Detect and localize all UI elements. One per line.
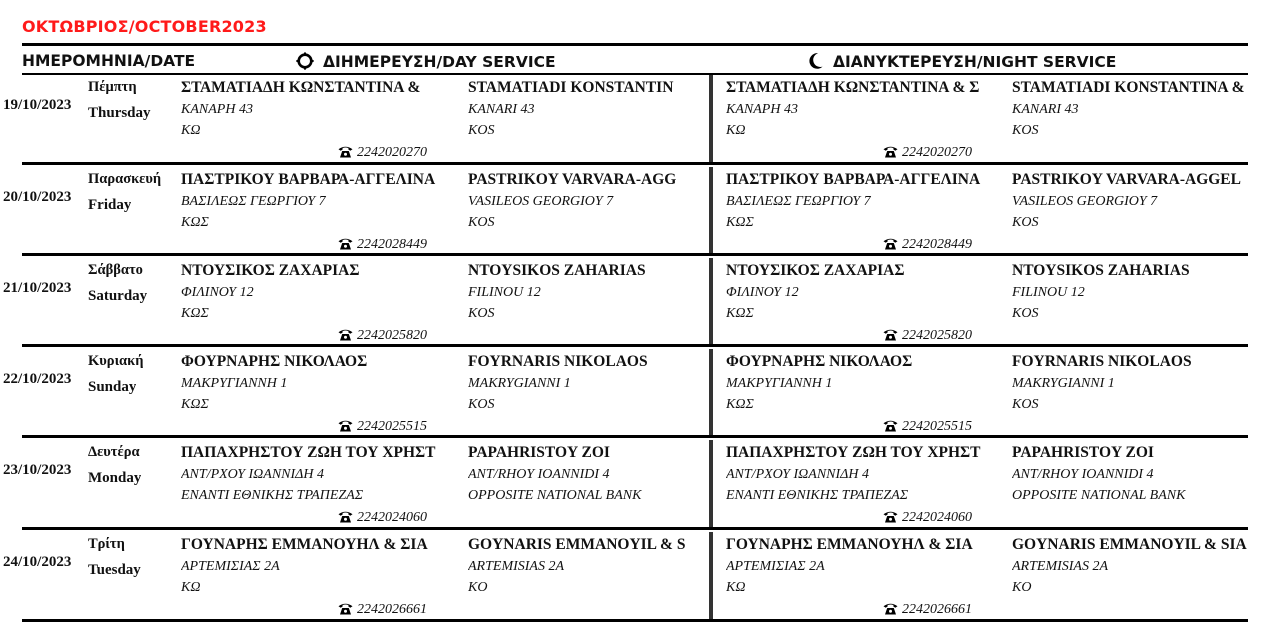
row-date: 23/10/2023 [3, 462, 72, 478]
service-divider [709, 258, 713, 346]
day-pharmacy-name-en: PASTRIKOY VARVARA-AGG [468, 171, 677, 188]
night-pharmacy-extra-gr: ΚΩΣ [726, 306, 754, 321]
day-pharmacy-phone-number: 2242025820 [357, 328, 427, 343]
day-pharmacy-phone-number: 2242024060 [357, 510, 427, 525]
row-separator [22, 253, 1248, 256]
night-pharmacy-extra-gr: ΚΩ [726, 123, 746, 138]
night-pharmacy-phone [883, 510, 972, 526]
moon-icon [808, 53, 833, 71]
night-pharmacy-extra-en: KOS [1012, 123, 1039, 138]
day-pharmacy-extra-gr: ΚΩΣ [181, 397, 209, 412]
night-pharmacy-address-en: KANARI 43 [1012, 102, 1079, 117]
day-pharmacy-address-en: VASILEOS GEORGIOY 7 [468, 194, 614, 209]
night-pharmacy-extra-gr: ΚΩΣ [726, 215, 754, 230]
day-pharmacy-name-gr: ΓΟΥΝΑΡΗΣ ΕΜΜΑΝΟΥΗΛ & ΣΙΑ [181, 536, 428, 553]
day-pharmacy-address-en: FILINOU 12 [468, 285, 541, 300]
night-pharmacy-phone-number: 2242025820 [902, 328, 972, 343]
phone-icon [338, 328, 357, 343]
phone-icon [883, 237, 902, 252]
row-day-en: Monday [88, 470, 142, 486]
night-pharmacy-name-gr: ΓΟΥΝΑΡΗΣ ΕΜΜΑΝΟΥΗΛ & ΣΙΑ [726, 536, 973, 553]
day-pharmacy-name-en: FOYRNARIS NIKOLAOS [468, 353, 648, 370]
night-pharmacy-extra-en: KOS [1012, 306, 1039, 321]
night-pharmacy-extra-gr: ΕΝΑΝΤΙ ΕΘΝΙΚΗΣ ΤΡΑΠΕΖΑΣ [726, 488, 909, 503]
row-day-en: Friday [88, 197, 132, 213]
row-separator [22, 435, 1248, 438]
night-pharmacy-address-gr: ΦΙΛΙΝΟΥ 12 [726, 285, 799, 300]
day-pharmacy-extra-en: KOS [468, 306, 495, 321]
header-date-label: ΗΜΕΡΟΜΗΝΙΑ/DATE [22, 52, 196, 70]
row-date: 20/10/2023 [3, 189, 72, 205]
day-pharmacy-phone-number: 2242025515 [357, 419, 427, 434]
row-day-gr: Πέμπτη [88, 79, 137, 95]
night-pharmacy-extra-en: KO [1012, 580, 1032, 595]
night-pharmacy-phone [883, 419, 972, 435]
night-pharmacy-name-en: GOYNARIS EMMANOYIL & SIA [1012, 536, 1247, 553]
schedule-row [0, 440, 1280, 530]
row-day-gr: Κυριακή [88, 353, 144, 369]
day-pharmacy-extra-en: KOS [468, 123, 495, 138]
night-pharmacy-phone [883, 237, 972, 253]
night-pharmacy-name-gr: ΠΑΣΤΡΙΚΟΥ ΒΑΡΒΑΡΑ-ΑΓΓΕΛΙΝΑ [726, 171, 981, 188]
night-pharmacy-name-en: FOYRNARIS NIKOLAOS [1012, 353, 1192, 370]
row-date: 24/10/2023 [3, 554, 72, 570]
day-pharmacy-phone [338, 419, 427, 435]
night-pharmacy-address-en: VASILEOS GEORGIOY 7 [1012, 194, 1158, 209]
night-pharmacy-phone-number: 2242028449 [902, 237, 972, 252]
day-pharmacy-extra-gr: ΚΩΣ [181, 215, 209, 230]
night-pharmacy-phone [883, 602, 972, 618]
day-pharmacy-name-gr: ΦΟΥΡΝΑΡΗΣ ΝΙΚΟΛΑΟΣ [181, 353, 368, 370]
schedule-row [0, 349, 1280, 439]
day-pharmacy-phone [338, 328, 427, 344]
day-pharmacy-extra-gr: ΚΩΣ [181, 306, 209, 321]
night-pharmacy-phone [883, 145, 972, 161]
service-divider [709, 532, 713, 620]
header-night-service [808, 52, 1116, 71]
row-day-gr: Σάββατο [88, 262, 143, 278]
header-day-service-label: ΔΙΗΜΕΡΕΥΣΗ/DAY SERVICE [323, 53, 556, 71]
night-pharmacy-address-gr: ΚΑΝΑΡΗ 43 [726, 102, 798, 117]
night-pharmacy-address-gr: ΜΑΚΡΥΓΙΑΝΝΗ 1 [726, 376, 833, 391]
day-pharmacy-phone [338, 237, 427, 253]
service-divider [709, 349, 713, 437]
night-pharmacy-extra-en: KOS [1012, 215, 1039, 230]
day-pharmacy-address-gr: ΑΝΤ/ΡΧΟΥ ΙΩΑΝΝΙΔΗ 4 [181, 467, 324, 482]
night-pharmacy-phone [883, 328, 972, 344]
day-pharmacy-phone-number: 2242026661 [357, 602, 427, 617]
day-pharmacy-address-en: KANARI 43 [468, 102, 535, 117]
day-pharmacy-address-gr: ΚΑΝΑΡΗ 43 [181, 102, 253, 117]
row-day-en: Tuesday [88, 562, 141, 578]
day-pharmacy-name-en: PAPAHRISTOY ZOI [468, 444, 610, 461]
row-date: 21/10/2023 [3, 280, 72, 296]
night-pharmacy-address-en: ANT/RHOY IOANNIDI 4 [1012, 467, 1154, 482]
phone-icon [338, 419, 357, 434]
day-pharmacy-address-gr: ΜΑΚΡΥΓΙΑΝΝΗ 1 [181, 376, 288, 391]
service-divider [709, 75, 713, 163]
row-day-en: Sunday [88, 379, 137, 395]
day-pharmacy-extra-en: OPPOSITE NATIONAL BANK [468, 488, 642, 503]
schedule-row [0, 258, 1280, 348]
day-pharmacy-name-gr: ΠΑΠΑΧΡΗΣΤΟΥ ΖΩΗ ΤΟΥ ΧΡΗΣΤ [181, 444, 436, 461]
page-title: ΟΚΤΩΒΡΙΟΣ/OCTOBER2023 [22, 17, 267, 36]
row-separator [22, 527, 1248, 530]
night-pharmacy-name-gr: ΦΟΥΡΝΑΡΗΣ ΝΙΚΟΛΑΟΣ [726, 353, 913, 370]
night-pharmacy-extra-en: OPPOSITE NATIONAL BANK [1012, 488, 1186, 503]
day-pharmacy-extra-gr: ΚΩ [181, 580, 201, 595]
schedule-row [0, 167, 1280, 257]
schedule-row [0, 75, 1280, 165]
row-date: 22/10/2023 [3, 371, 72, 387]
phone-icon [338, 237, 357, 252]
day-pharmacy-address-en: MAKRYGIANNI 1 [468, 376, 571, 391]
day-pharmacy-name-gr: ΣΤΑΜΑΤΙΑΔΗ ΚΩΝΣΤΑΝΤΙΝΑ & [181, 79, 421, 96]
night-pharmacy-extra-gr: ΚΩ [726, 580, 746, 595]
day-pharmacy-phone-number: 2242020270 [357, 145, 427, 160]
day-pharmacy-name-en: STAMATIADI KONSTANTIN [468, 79, 674, 96]
night-pharmacy-address-en: MAKRYGIANNI 1 [1012, 376, 1115, 391]
phone-icon [338, 145, 357, 160]
day-pharmacy-phone [338, 145, 427, 161]
night-pharmacy-phone-number: 2242020270 [902, 145, 972, 160]
night-pharmacy-name-en: NTOYSIKOS ZAHARIAS [1012, 262, 1190, 279]
row-separator [22, 162, 1248, 165]
phone-icon [883, 419, 902, 434]
day-pharmacy-address-gr: ΦΙΛΙΝΟΥ 12 [181, 285, 254, 300]
night-pharmacy-extra-en: KOS [1012, 397, 1039, 412]
phone-icon [338, 602, 357, 617]
day-pharmacy-name-gr: ΠΑΣΤΡΙΚΟΥ ΒΑΡΒΑΡΑ-ΑΓΓΕΛΙΝΑ [181, 171, 436, 188]
night-pharmacy-name-en: PASTRIKOY VARVARA-AGGEL [1012, 171, 1241, 188]
night-pharmacy-address-gr: ΑΡΤΕΜΙΣΙΑΣ 2Α [726, 559, 825, 574]
row-date: 19/10/2023 [3, 97, 72, 113]
day-pharmacy-phone-number: 2242028449 [357, 237, 427, 252]
row-day-gr: Παρασκευή [88, 171, 162, 187]
night-pharmacy-address-en: ARTEMISIAS 2A [1012, 559, 1109, 574]
day-pharmacy-extra-en: KO [468, 580, 488, 595]
day-pharmacy-address-en: ARTEMISIAS 2A [468, 559, 565, 574]
night-pharmacy-extra-gr: ΚΩΣ [726, 397, 754, 412]
schedule-row [0, 532, 1280, 622]
day-pharmacy-extra-en: KOS [468, 397, 495, 412]
day-pharmacy-name-gr: ΝΤΟΥΣΙΚΟΣ ΖΑΧΑΡΙΑΣ [181, 262, 360, 279]
day-pharmacy-address-gr: ΑΡΤΕΜΙΣΙΑΣ 2Α [181, 559, 280, 574]
row-day-gr: Τρίτη [88, 536, 125, 552]
row-separator [22, 344, 1248, 347]
night-pharmacy-name-en: PAPAHRISTOY ZOI [1012, 444, 1154, 461]
day-pharmacy-extra-en: KOS [468, 215, 495, 230]
service-divider [709, 440, 713, 528]
night-pharmacy-name-gr: ΣΤΑΜΑΤΙΑΔΗ ΚΩΝΣΤΑΝΤΙΝΑ & Σ [726, 79, 980, 96]
service-divider [709, 167, 713, 255]
phone-icon [883, 145, 902, 160]
night-pharmacy-phone-number: 2242025515 [902, 419, 972, 434]
day-pharmacy-phone [338, 510, 427, 526]
day-pharmacy-name-en: NTOYSIKOS ZAHARIAS [468, 262, 646, 279]
row-separator [22, 619, 1248, 622]
row-day-gr: Δευτέρα [88, 444, 140, 460]
night-pharmacy-address-gr: ΒΑΣΙΛΕΩΣ ΓΕΩΡΓΙΟΥ 7 [726, 194, 871, 209]
day-pharmacy-address-en: ANT/RHOY IOANNIDI 4 [468, 467, 610, 482]
night-pharmacy-name-en: STAMATIADI KONSTANTINA & [1012, 79, 1245, 96]
day-pharmacy-phone [338, 602, 427, 618]
phone-icon [883, 328, 902, 343]
header-top-rule [22, 43, 1248, 46]
sun-icon [296, 53, 323, 71]
night-pharmacy-phone-number: 2242024060 [902, 510, 972, 525]
header-day-service [296, 52, 556, 71]
header-date [22, 52, 195, 70]
phone-icon [338, 510, 357, 525]
row-day-en: Thursday [88, 105, 151, 121]
night-pharmacy-name-gr: ΠΑΠΑΧΡΗΣΤΟΥ ΖΩΗ ΤΟΥ ΧΡΗΣΤ [726, 444, 981, 461]
night-pharmacy-name-gr: ΝΤΟΥΣΙΚΟΣ ΖΑΧΑΡΙΑΣ [726, 262, 905, 279]
phone-icon [883, 602, 902, 617]
header-night-service-label: ΔΙΑΝΥΚΤΕΡΕΥΣΗ/NIGHT SERVICE [833, 53, 1117, 71]
row-day-en: Saturday [88, 288, 148, 304]
day-pharmacy-address-gr: ΒΑΣΙΛΕΩΣ ΓΕΩΡΓΙΟΥ 7 [181, 194, 326, 209]
day-pharmacy-extra-gr: ΚΩ [181, 123, 201, 138]
night-pharmacy-phone-number: 2242026661 [902, 602, 972, 617]
day-pharmacy-name-en: GOYNARIS EMMANOYIL & S [468, 536, 686, 553]
night-pharmacy-address-en: FILINOU 12 [1012, 285, 1085, 300]
phone-icon [883, 510, 902, 525]
night-pharmacy-address-gr: ΑΝΤ/ΡΧΟΥ ΙΩΑΝΝΙΔΗ 4 [726, 467, 869, 482]
day-pharmacy-extra-gr: ΕΝΑΝΤΙ ΕΘΝΙΚΗΣ ΤΡΑΠΕΖΑΣ [181, 488, 364, 503]
